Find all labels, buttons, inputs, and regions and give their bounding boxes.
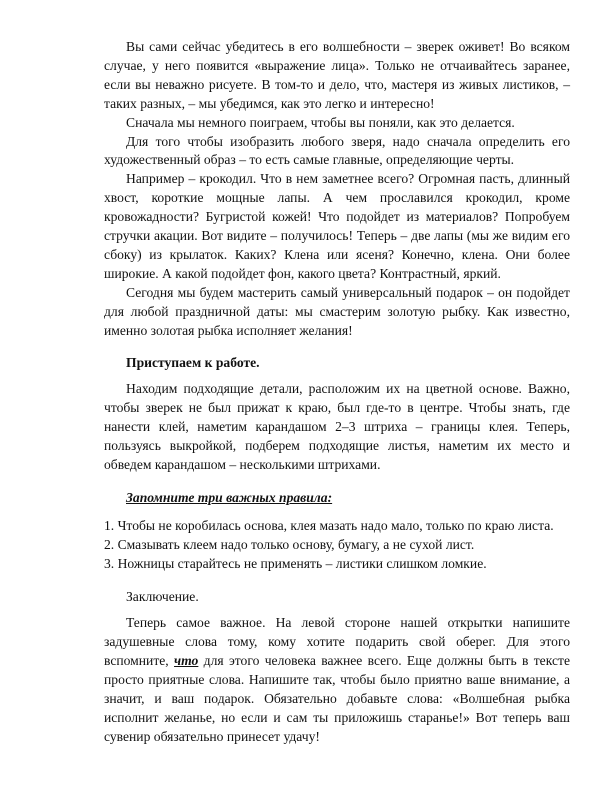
paragraph-work: Находим подходящие детали, расположим их на цветной основе. Важно, чтобы зверек не был прижат к краю, был где-то в центре. Чтобы знать, где нанести клей, наметим карандашом 2–3 штриха – границы клея. Теперь, пользуясь выкройкой, подберем подходящие листья, наметим их место и обведем карандашом – несколькими штрихами. [104, 381, 570, 473]
paragraph-conclusion [104, 614, 570, 746]
rules-list [104, 517, 570, 574]
rules-heading: Запомните три важных правила: [126, 489, 333, 505]
paragraph-crocodile: Например – крокодил. Что в нем заметнее всего? Огромная пасть, длинный хвост, короткие мощные лапы. А чем прославился крокодил, кроме кровожадности? Бугристой кожей! Что подойдет из материалов? Попробуем стручки акации. Вот видите – получилось! Теперь – две лапы (мы же видим его сбоку) из крылаток. Каких? Клена или ясеня? Конечно, клена. Они более широкие. А какой подойдет фон, какого цвета? Контрастный, яркий. [104, 171, 570, 281]
conclusion-text-end: для этого человека важнее всего. Еще должны быть в тексте просто приятные слова. Напишите так, чтобы было приятно ваше внимание, а значит, и ваш подарок. Обязательно добавьте слова: «Волшебная рыбка исполнит желанье, но если и сам ты приложишь старанье!» Вот теперь ваш сувенир обязательно принесет удачу! [104, 653, 570, 744]
conclusion-heading: Заключение. [126, 588, 199, 604]
rule-item-1: 1. Чтобы не коробилась основа, клея мазать надо мало, только по краю листа. [104, 517, 554, 533]
paragraph-goldfish: Сегодня мы будем мастерить самый универсальный подарок – он подойдет для любой праздничной даты: мы смастерим золотую рыбку. Как известно, именно золотая рыбка исполняет желания! [104, 284, 570, 338]
conclusion-text-start: Теперь самое важное. На левой стороне нашей открытки напишите задушевные слова тому, кому хотите подарить свой оберег. Для этого вспомните, [104, 615, 570, 669]
paragraph-play: Сначала мы немного поиграем, чтобы вы поняли, как это делается. [126, 114, 515, 130]
rule-item-3: 3. Ножницы старайтесь не применять – листики слишком ломкие. [104, 555, 487, 571]
paragraph-image: Для того чтобы изобразить любого зверя, надо сначала определить его художественный образ – то есть самые главные, определяющие черты. [104, 133, 570, 168]
paragraph-intro: Вы сами сейчас убедитесь в его волшебности – зверек оживет! Во всяком случае, у него появится «выражение лица». Только не отчаивайтесь заранее, если вы неважно рисуете. В том-то и дело, что, мастеря из живых листиков, – таких разных, – мы убедимся, как это легко и интересно! [104, 39, 570, 111]
rule-item-2: 2. Смазывать клеем надо только основу, бумагу, а не сухой лист. [104, 536, 475, 552]
work-heading: Приступаем к работе. [126, 354, 260, 370]
conclusion-emphasis: что [174, 653, 199, 669]
